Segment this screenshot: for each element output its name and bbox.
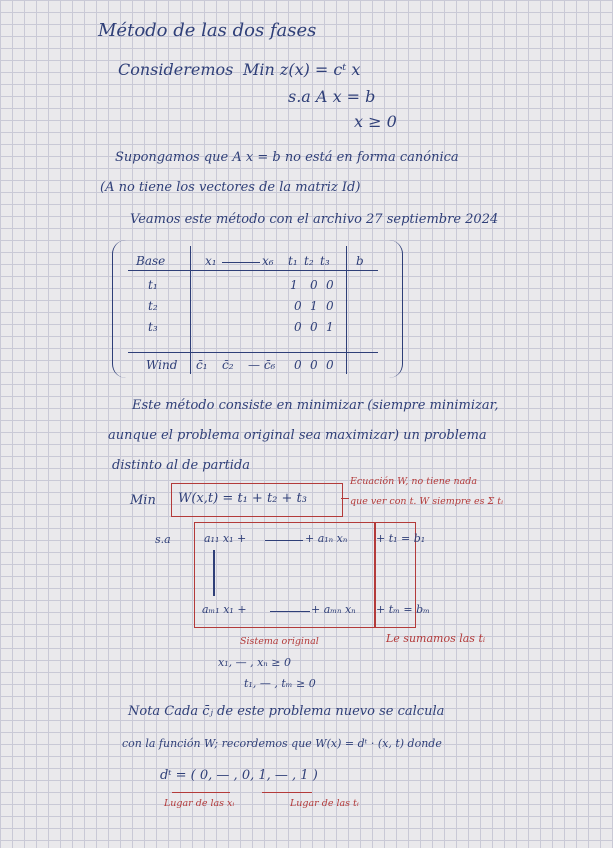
brace-left-label: Lugar de las xᵢ: [164, 798, 235, 809]
tableau-wind-value: 0: [310, 358, 318, 372]
nonneg-x: x₁, — , xₙ ≥ 0: [218, 656, 291, 669]
note-d-formula: dᵗ = ( 0, — , 0, 1, — , 1 ): [160, 768, 318, 783]
tableau-cell: 0: [326, 299, 334, 313]
tableau-cell: 1: [326, 320, 334, 334]
w-note-connector: [341, 498, 349, 499]
tableau-hline-top: [128, 270, 378, 271]
aux-min-label: Min: [130, 493, 156, 508]
paragraph2-line3: distinto al de partida: [112, 458, 251, 473]
brace-left: [172, 792, 230, 793]
tableau-wind-value: c̄₂: [222, 358, 234, 372]
tableau-cell: 1: [310, 299, 318, 313]
paragraph1-line1: Supongamos que A x = b no está en forma canónica: [115, 150, 459, 165]
tableau-hline-bottom: [128, 352, 378, 353]
system-rowm-t: + tₘ = bₘ: [376, 603, 430, 616]
aux-objective: W(x,t) = t₁ + t₂ + t₃: [178, 491, 307, 506]
brace-right-label: Lugar de las tᵢ: [290, 798, 359, 809]
tableau-header-x6: x₆: [262, 254, 274, 268]
label-original-system: Sistema original: [240, 636, 319, 647]
tableau-wind-value: c̄₁: [196, 358, 208, 372]
brace-right: [262, 792, 312, 793]
tableau-cell: 0: [294, 320, 302, 334]
system-rowm-right: + aₘₙ xₙ: [311, 603, 356, 616]
paragraph2-line2: aunque el problema original sea maximizar) un problema: [108, 428, 487, 443]
left-paren: [112, 240, 133, 378]
tableau-header-b: b: [356, 254, 364, 268]
tableau-cell: 0: [326, 278, 334, 292]
system-row1-left: a₁₁ x₁ +: [204, 532, 247, 545]
tableau-vline-1: [190, 246, 191, 374]
w-note-line1: Ecuación W, no tiene nada: [350, 476, 478, 487]
tableau-header-t3: t₃: [320, 254, 330, 268]
tableau-header-dash: [222, 262, 260, 263]
problem-nonneg: x ≥ 0: [354, 112, 397, 131]
tableau-cell: 1: [290, 278, 298, 292]
system-row1-t: + t₁ = b₁: [376, 532, 426, 545]
system-row1-dash: [265, 540, 303, 541]
system-rowm-left: aₘ₁ x₁ +: [202, 603, 247, 616]
tableau-wind-value: — c̄₆: [248, 358, 276, 372]
note-line2: con la función W; recordemos que W(x) = dᵗ · (x, t) donde: [122, 737, 442, 750]
w-note-line2: que ver con t. W siempre es Σ tᵢ: [350, 496, 504, 507]
tableau-header-base: Base: [136, 254, 166, 268]
label-sum-t: Le sumamos las tᵢ: [386, 632, 486, 645]
paragraph2-line1: Este método consiste en minimizar (siempre minimizar,: [132, 398, 499, 413]
tableau-row-label: t₁: [148, 278, 158, 292]
tableau-vline-2: [346, 246, 347, 374]
tableau-wind-value: 0: [294, 358, 302, 372]
problem-objective: Min z(x) = cᵗ x: [243, 60, 361, 79]
note-line1: Nota Cada c̄ⱼ de este problema nuevo se calcula: [128, 704, 445, 719]
aux-sa-label: s.a: [155, 533, 171, 546]
tableau-header-t2: t₂: [304, 254, 314, 268]
problem-constraint: s.a A x = b: [288, 87, 376, 106]
page-title: Método de las dos fases: [98, 20, 317, 41]
tableau-header-t1: t₁: [288, 254, 298, 268]
system-vertical-dots: [213, 550, 215, 596]
paragraph1-line2: (A no tiene los vectores de la matriz Id): [100, 180, 361, 195]
tableau-cell: 0: [310, 320, 318, 334]
system-rowm-dash: [270, 611, 310, 612]
tableau-wind-label: Wind: [146, 358, 178, 372]
tableau-row-label: t₃: [148, 320, 158, 334]
nonneg-t: t₁, — , tₘ ≥ 0: [244, 677, 316, 690]
system-row1-right: + a₁ₙ xₙ: [305, 532, 348, 545]
right-paren: [382, 240, 403, 378]
tableau-cell: 0: [294, 299, 302, 313]
paragraph1-line3: Veamos este método con el archivo 27 septiembre 2024: [130, 212, 499, 227]
tableau-header-x1: x₁: [205, 254, 217, 268]
tableau-cell: 0: [310, 278, 318, 292]
tableau-row-label: t₂: [148, 299, 158, 313]
problem-intro: Consideremos: [118, 60, 234, 79]
tableau-wind-value: 0: [326, 358, 334, 372]
